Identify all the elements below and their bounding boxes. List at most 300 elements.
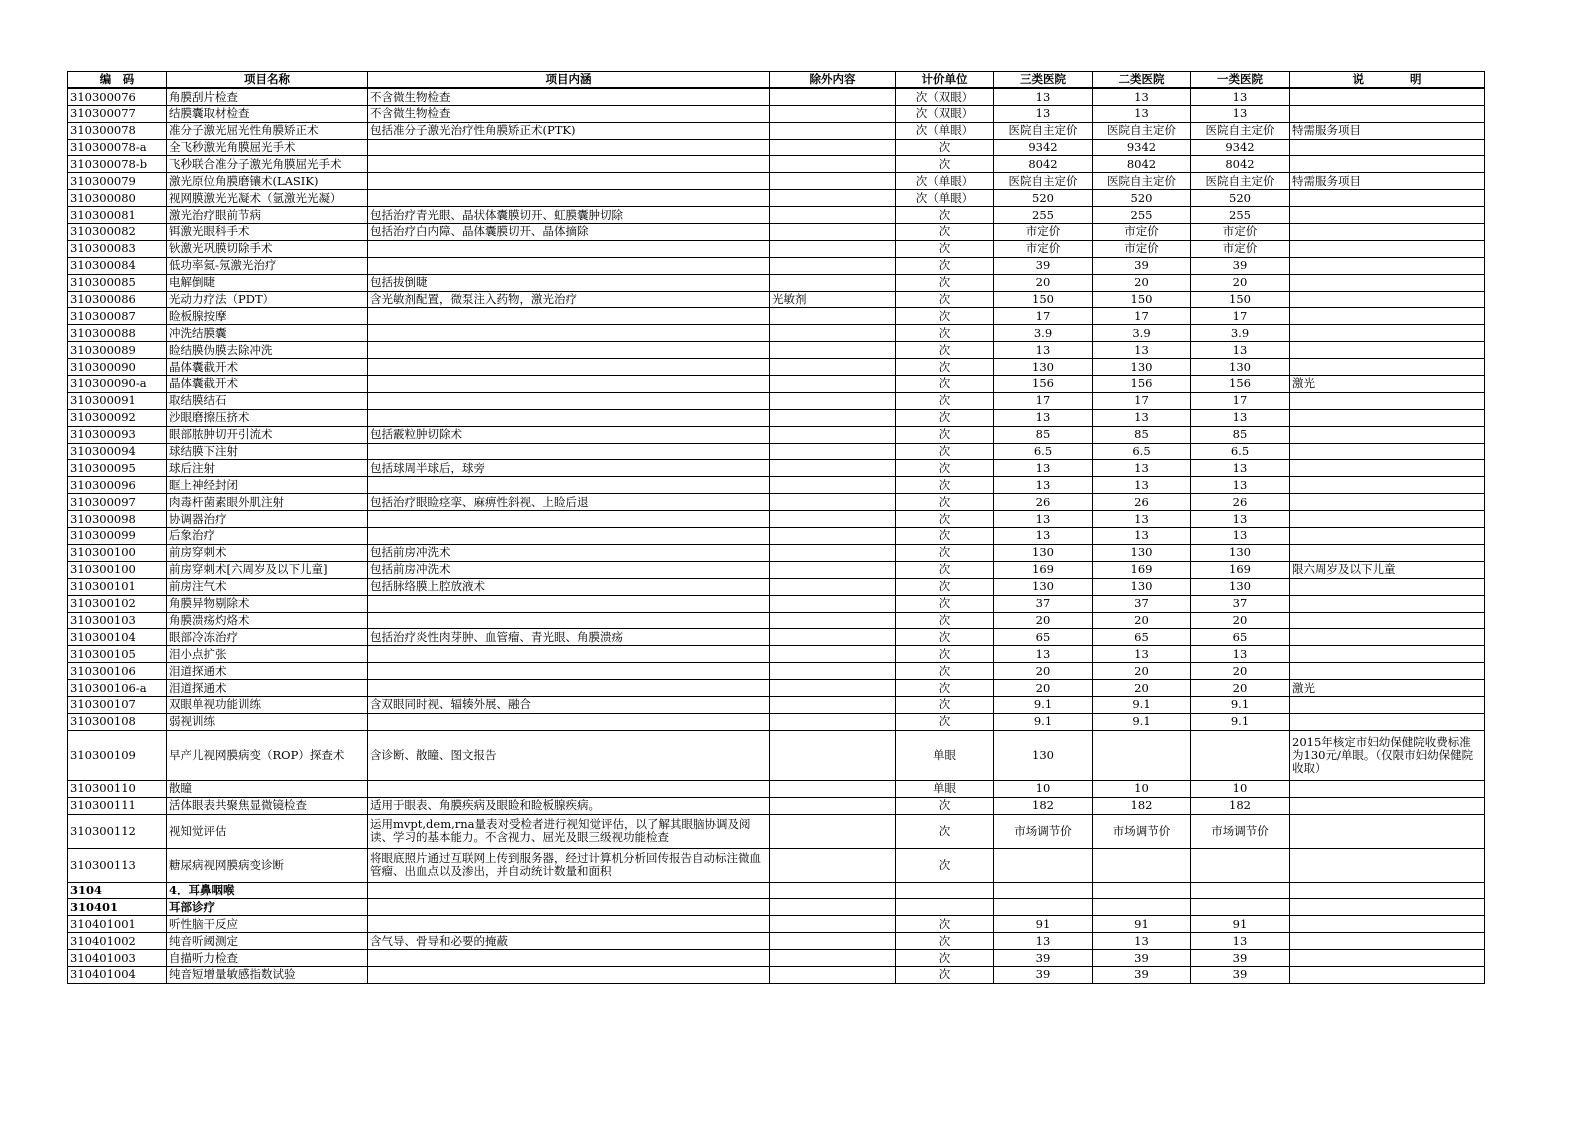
cell-content: 运用mvpt,dem,rna量表对受检者进行视知觉评估，以了解其眼脑协调及阅读、学习的基本能力。不含视力、屈光及眼三级视功能检查 [368,814,770,848]
cell-content: 包括脉络膜上腔放液术 [368,578,770,595]
cell-except [770,933,896,950]
table-row [68,966,1485,983]
cell-unit: 次（双眼） [896,88,994,105]
cell-code: 310300103 [68,612,167,629]
cell-except [770,342,896,359]
cell-price-class1: 39 [1191,966,1290,983]
cell-note [1290,646,1485,663]
cell-unit: 次 [896,680,994,697]
cell-content [368,392,770,409]
cell-code: 310401004 [68,966,167,983]
cell-price-class1: 市场调节价 [1191,814,1290,848]
cell-unit: 次 [896,376,994,393]
cell-code: 310300086 [68,291,167,308]
cell-unit: 次 [896,291,994,308]
cell-note [1290,105,1485,122]
cell-price-class1: 13 [1191,646,1290,663]
cell-price-class1: 156 [1191,376,1290,393]
cell-unit: 次 [896,950,994,967]
cell-unit [896,882,994,899]
cell-note [1290,207,1485,224]
table-row [68,595,1485,612]
cell-content: 不含微生物检查 [368,88,770,105]
cell-unit: 次 [896,713,994,730]
cell-code: 310300102 [68,595,167,612]
cell-unit: 次 [896,578,994,595]
cell-content [368,443,770,460]
cell-content: 包括治疗青光眼、晶状体囊膜切开、虹膜囊肿切除 [368,207,770,224]
table-row [68,291,1485,308]
cell-price-class1: 169 [1191,561,1290,578]
cell-except [770,916,896,933]
table-row [68,376,1485,393]
cell-content [368,899,770,916]
cell-price-class1: 8042 [1191,156,1290,173]
cell-price-class1: 6.5 [1191,443,1290,460]
cell-price-class3: 6.5 [994,443,1093,460]
cell-content [368,680,770,697]
cell-except [770,595,896,612]
cell-code: 310300079 [68,173,167,190]
cell-price-class2: 13 [1093,646,1191,663]
table-row [68,646,1485,663]
cell-price-class3: 17 [994,392,1093,409]
cell-content [368,190,770,207]
cell-content [368,950,770,967]
cell-content: 含光敏剂配置，微泵注入药物，激光治疗 [368,291,770,308]
cell-price-class3: 13 [994,933,1093,950]
cell-code: 310300106-a [68,680,167,697]
cell-price-class3: 130 [994,730,1093,780]
cell-name: 光动力疗法（PDT） [167,291,368,308]
table-row [68,122,1485,139]
cell-price-class2: 156 [1093,376,1191,393]
cell-price-class2: 182 [1093,797,1191,814]
cell-name: 视网膜激光光凝术（氩激光光凝） [167,190,368,207]
table-row [68,544,1485,561]
cell-price-class3: 13 [994,477,1093,494]
cell-unit [896,899,994,916]
cell-content [368,916,770,933]
cell-code: 310300083 [68,240,167,257]
cell-content: 包括准分子激光治疗性角膜矫正术(PTK) [368,122,770,139]
cell-price-class1: 17 [1191,392,1290,409]
cell-price-class2: 39 [1093,257,1191,274]
header-price-class3: 三类医院 [994,72,1093,89]
cell-price-class3: 13 [994,528,1093,545]
cell-content [368,882,770,899]
cell-code: 310300098 [68,511,167,528]
table-row [68,359,1485,376]
cell-note [1290,933,1485,950]
cell-except [770,730,896,780]
cell-price-class3: 39 [994,257,1093,274]
table-row [68,494,1485,511]
header-note: 说 明 [1290,72,1485,89]
cell-price-class3: 医院自主定价 [994,122,1093,139]
cell-except [770,308,896,325]
cell-content: 包括前房冲洗术 [368,561,770,578]
table-row [68,933,1485,950]
table-row [68,780,1485,797]
cell-content: 包括霰粒肿切除术 [368,426,770,443]
cell-price-class2: 150 [1093,291,1191,308]
cell-price-class3: 156 [994,376,1093,393]
cell-unit: 次 [896,359,994,376]
cell-name: 听性脑干反应 [167,916,368,933]
cell-except [770,882,896,899]
cell-except [770,426,896,443]
cell-name: 纯音听阈测定 [167,933,368,950]
cell-unit: 次 [896,494,994,511]
cell-except [770,477,896,494]
cell-price-class3: 20 [994,274,1093,291]
cell-code: 310300091 [68,392,167,409]
cell-unit: 次 [896,797,994,814]
cell-except [770,780,896,797]
cell-content [368,595,770,612]
cell-note [1290,426,1485,443]
cell-code: 310401 [68,899,167,916]
cell-name: 眼部脓肿切开引流术 [167,426,368,443]
cell-price-class3: 255 [994,207,1093,224]
cell-unit: 次 [896,544,994,561]
cell-content [368,173,770,190]
cell-code: 310300108 [68,713,167,730]
cell-code: 310300087 [68,308,167,325]
cell-name: 电解倒睫 [167,274,368,291]
cell-content: 包括球周半球后，球旁 [368,460,770,477]
cell-name: 泪道探通术 [167,680,368,697]
cell-except [770,392,896,409]
header-content: 项目内涵 [368,72,770,89]
cell-price-class1 [1191,730,1290,780]
cell-unit: 次 [896,409,994,426]
cell-unit: 次 [896,156,994,173]
cell-price-class3: 130 [994,544,1093,561]
cell-content [368,966,770,983]
cell-unit: 次 [896,257,994,274]
cell-price-class2: 13 [1093,933,1191,950]
cell-note [1290,663,1485,680]
cell-note: 2015年核定市妇幼保健院收费标准为130元/单眼。（仅限市妇幼保健院收取） [1290,730,1485,780]
cell-price-class2: 13 [1093,477,1191,494]
cell-unit: 次 [896,933,994,950]
cell-content [368,780,770,797]
cell-unit: 次（单眼） [896,190,994,207]
cell-note [1290,274,1485,291]
cell-name: 钬激光巩膜切除手术 [167,240,368,257]
cell-price-class3: 9.1 [994,696,1093,713]
cell-except [770,561,896,578]
cell-content [368,139,770,156]
cell-price-class1: 9.1 [1191,696,1290,713]
cell-name: 沙眼磨擦压挤术 [167,409,368,426]
cell-price-class2: 医院自主定价 [1093,122,1191,139]
cell-price-class2: 市定价 [1093,240,1191,257]
cell-price-class3: 150 [994,291,1093,308]
cell-code: 310300084 [68,257,167,274]
cell-name: 角膜刮片检查 [167,88,368,105]
cell-unit: 次 [896,224,994,241]
cell-price-class3: 37 [994,595,1093,612]
cell-price-class3: 3.9 [994,325,1093,342]
cell-note [1290,950,1485,967]
cell-code: 310300106 [68,663,167,680]
table-row [68,88,1485,105]
cell-except [770,443,896,460]
header-price-class1: 一类医院 [1191,72,1290,89]
cell-price-class3: 26 [994,494,1093,511]
cell-price-class2: 13 [1093,528,1191,545]
cell-name: 前房穿刺术 [167,544,368,561]
cell-except [770,156,896,173]
cell-note [1290,257,1485,274]
cell-note [1290,899,1485,916]
cell-price-class2: 130 [1093,359,1191,376]
cell-code: 310300101 [68,578,167,595]
cell-price-class3: 13 [994,409,1093,426]
cell-unit: 次 [896,274,994,291]
cell-price-class3: 13 [994,460,1093,477]
cell-unit: 次 [896,595,994,612]
table-row [68,392,1485,409]
cell-unit: 次 [896,443,994,460]
cell-price-class2: 13 [1093,342,1191,359]
cell-name: 晶体囊截开术 [167,359,368,376]
cell-except [770,274,896,291]
cell-unit: 单眼 [896,730,994,780]
cell-price-class3: 130 [994,359,1093,376]
cell-price-class3: 130 [994,578,1093,595]
cell-price-class3: 13 [994,511,1093,528]
cell-price-class3: 39 [994,950,1093,967]
cell-price-class1: 20 [1191,612,1290,629]
cell-name: 散瞳 [167,780,368,797]
cell-code: 310401003 [68,950,167,967]
cell-price-class3 [994,899,1093,916]
table-row [68,274,1485,291]
cell-price-class1: 20 [1191,274,1290,291]
cell-note [1290,443,1485,460]
cell-except [770,544,896,561]
cell-name: 耳部诊疗 [167,899,368,916]
cell-content: 包括拔倒睫 [368,274,770,291]
cell-price-class2: 169 [1093,561,1191,578]
cell-name: 球后注射 [167,460,368,477]
cell-note [1290,224,1485,241]
cell-note [1290,139,1485,156]
cell-unit: 次 [896,477,994,494]
cell-price-class2: 85 [1093,426,1191,443]
cell-price-class1: 182 [1191,797,1290,814]
cell-price-class1: 150 [1191,291,1290,308]
table-row [68,797,1485,814]
cell-content [368,156,770,173]
cell-unit: 次 [896,646,994,663]
cell-unit: 次 [896,629,994,646]
cell-name: 铒激光眼科手术 [167,224,368,241]
cell-price-class1: 医院自主定价 [1191,122,1290,139]
cell-unit: 次 [896,511,994,528]
cell-price-class3: 医院自主定价 [994,173,1093,190]
cell-name: 眼部冷冻治疗 [167,629,368,646]
cell-unit: 次 [896,696,994,713]
cell-code: 310300097 [68,494,167,511]
price-table [67,71,1485,984]
cell-code: 310300077 [68,105,167,122]
table-body [68,88,1485,983]
cell-note [1290,156,1485,173]
cell-except [770,460,896,477]
table-row [68,629,1485,646]
cell-note [1290,780,1485,797]
table-row [68,409,1485,426]
table-row [68,730,1485,780]
cell-price-class2: 65 [1093,629,1191,646]
cell-unit: 次 [896,663,994,680]
header-unit: 计价单位 [896,72,994,89]
cell-content: 不含微生物检查 [368,105,770,122]
cell-name: 激光治疗眼前节病 [167,207,368,224]
cell-code: 310300081 [68,207,167,224]
table-row [68,426,1485,443]
cell-name: 前房穿刺术[六周岁及以下儿童] [167,561,368,578]
cell-note [1290,359,1485,376]
cell-unit: 次 [896,325,994,342]
cell-code: 310300090 [68,359,167,376]
cell-unit: 次 [896,814,994,848]
cell-price-class1: 520 [1191,190,1290,207]
header-except: 除外内容 [770,72,896,89]
cell-price-class2 [1093,882,1191,899]
cell-except [770,578,896,595]
cell-except [770,950,896,967]
cell-price-class2: 市场调节价 [1093,814,1191,848]
cell-unit: 次 [896,848,994,882]
cell-note [1290,966,1485,983]
cell-price-class3: 13 [994,646,1093,663]
cell-price-class1: 39 [1191,257,1290,274]
table-row [68,578,1485,595]
cell-except [770,207,896,224]
cell-price-class3: 169 [994,561,1093,578]
cell-except [770,359,896,376]
cell-content: 包括治疗眼睑痉挛、麻痹性斜视、上睑后退 [368,494,770,511]
cell-price-class3: 91 [994,916,1093,933]
cell-code: 310300082 [68,224,167,241]
cell-code: 310300094 [68,443,167,460]
cell-code: 310300105 [68,646,167,663]
cell-content [368,528,770,545]
cell-name: 双眼单视功能训练 [167,696,368,713]
cell-unit: 次 [896,207,994,224]
cell-code: 310300080 [68,190,167,207]
cell-price-class2: 9.1 [1093,696,1191,713]
cell-except [770,105,896,122]
cell-price-class1: 130 [1191,578,1290,595]
cell-price-class2: 13 [1093,88,1191,105]
cell-content [368,409,770,426]
cell-code: 310300090-a [68,376,167,393]
section-row [68,882,1485,899]
cell-price-class1: 13 [1191,511,1290,528]
cell-price-class2: 8042 [1093,156,1191,173]
cell-price-class3: 17 [994,308,1093,325]
cell-note [1290,578,1485,595]
cell-price-class2: 91 [1093,916,1191,933]
cell-price-class3 [994,848,1093,882]
cell-price-class1: 市定价 [1191,224,1290,241]
table-row [68,561,1485,578]
cell-price-class2 [1093,899,1191,916]
cell-price-class1: 65 [1191,629,1290,646]
cell-unit: 次 [896,612,994,629]
cell-content: 含诊断、散瞳、图文报告 [368,730,770,780]
cell-content [368,713,770,730]
cell-code: 3104 [68,882,167,899]
cell-price-class1: 255 [1191,207,1290,224]
cell-price-class1: 20 [1191,663,1290,680]
cell-content [368,257,770,274]
cell-price-class1: 20 [1191,680,1290,697]
cell-price-class2: 9.1 [1093,713,1191,730]
cell-name: 自描听力检查 [167,950,368,967]
header-row [68,72,1485,89]
cell-note [1290,528,1485,545]
cell-price-class2: 520 [1093,190,1191,207]
cell-except [770,122,896,139]
cell-code: 310300088 [68,325,167,342]
cell-price-class1: 13 [1191,105,1290,122]
cell-content: 含双眼同时视、辐辏外展、融合 [368,696,770,713]
cell-price-class2: 17 [1093,308,1191,325]
cell-price-class3: 10 [994,780,1093,797]
cell-unit: 次 [896,240,994,257]
cell-price-class3: 9.1 [994,713,1093,730]
cell-price-class1: 9342 [1191,139,1290,156]
cell-price-class2: 17 [1093,392,1191,409]
cell-note [1290,325,1485,342]
cell-unit: 次 [896,342,994,359]
cell-unit: 次 [896,426,994,443]
cell-name: 取结膜结石 [167,392,368,409]
cell-content [368,240,770,257]
cell-unit: 次（单眼） [896,122,994,139]
cell-name: 睑结膜伪膜去除冲洗 [167,342,368,359]
cell-note [1290,696,1485,713]
cell-code: 310300078-b [68,156,167,173]
table-row [68,224,1485,241]
cell-note [1290,88,1485,105]
cell-price-class1: 39 [1191,950,1290,967]
cell-price-class2: 20 [1093,663,1191,680]
cell-price-class2: 255 [1093,207,1191,224]
cell-name: 角膜溃疡灼烙术 [167,612,368,629]
section-row [68,899,1485,916]
table-row [68,663,1485,680]
cell-price-class3: 13 [994,342,1093,359]
cell-price-class2 [1093,848,1191,882]
cell-price-class1: 17 [1191,308,1290,325]
cell-except [770,173,896,190]
cell-price-class2: 3.9 [1093,325,1191,342]
cell-name: 结膜囊取材检查 [167,105,368,122]
cell-content [368,325,770,342]
cell-code: 310300078-a [68,139,167,156]
table-row [68,612,1485,629]
cell-price-class2: 20 [1093,274,1191,291]
